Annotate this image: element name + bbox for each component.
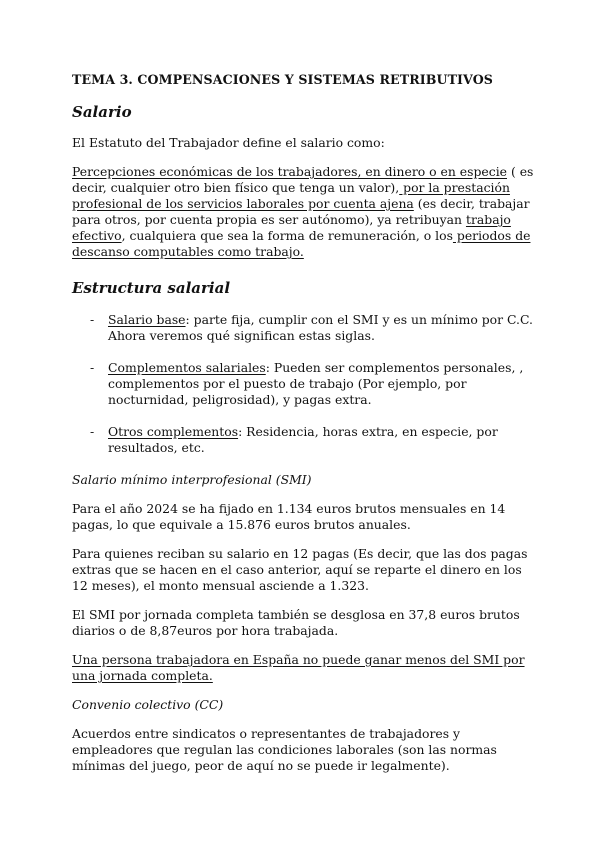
item-label: Complementos salariales [108,360,266,375]
def-text-3: , cualquiera que sea la forma de remuneración, o los [121,228,453,243]
smi-paragraph-1: Para el año 2024 se ha fijado en 1.134 euros brutos mensuales en 14 pagas, lo que equivale a 15.876 euros brutos anuales. [72,501,506,532]
heading-convenio-colectivo: Convenio colectivo (CC) [72,697,224,712]
def-underline-4: periodos de descanso computables como trabajo. [72,228,531,259]
item-text: : parte fija, cumplir con el SMI y es un mínimo por C.C. Ahora veremos qué significan estas siglas. [108,312,533,343]
list-item [72,424,534,456]
document-body [72,72,534,787]
list-item [72,360,534,408]
item-label: Salario base [108,312,186,327]
smi-underlined-statement: Una persona trabajadora en España no puede ganar menos del SMI por una jornada completa. [72,652,525,683]
salario-definition [72,164,534,260]
list-dash: - [90,360,95,375]
heading-smi: Salario mínimo interprofesional (SMI) [72,472,312,487]
list-dash: - [90,312,95,327]
def-underline-2: por la prestación profesional de los servicios laborales por cuenta ajena [72,180,510,211]
def-underline-3: trabajo efectivo [72,212,511,243]
list-item [72,312,534,344]
def-underline-1: Percepciones económicas de los trabajadores, en dinero o en especie [72,164,507,179]
salario-intro: El Estatuto del Trabajador define el salario como: [72,135,385,150]
estructura-list [72,312,534,456]
item-text: : Residencia, horas extra, en especie, por resultados, etc. [108,424,498,455]
item-label: Otros complementos [108,424,239,439]
def-text-2: (es decir, trabajar para otros, por cuenta propia es ser autónomo), ya retribuyan [72,196,530,227]
def-text-1: ( es decir, cualquier otro bien físico que tenga un valor), [72,164,534,195]
smi-paragraph-4 [72,652,534,684]
list-dash: - [90,424,95,439]
document-title: TEMA 3. COMPENSACIONES Y SISTEMAS RETRIBUTIVOS [72,72,493,87]
cc-paragraph-1: Acuerdos entre sindicatos o representantes de trabajadores y empleadores que regulan las condiciones laborales (son las normas mínimas del juego, peor de aquí no se puede ir legalmente). [72,726,497,773]
heading-salario: Salario [72,103,132,121]
heading-estructura-salarial: Estructura salarial [72,279,231,297]
item-text: : Pueden ser complementos personales, , complementos por el puesto de trabajo (Por ejemplo, por nocturnidad, peligrosidad), y pagas extra. [108,360,524,407]
smi-paragraph-3: El SMI por jornada completa también se desglosa en 37,8 euros brutos diarios o de 8,87euros por hora trabajada. [72,607,520,638]
smi-paragraph-2: Para quienes reciban su salario en 12 pagas (Es decir, que las dos pagas extras que se hacen en el caso anterior, aquí se reparte el dinero en los 12 meses), el monto mensual asciende a 1.323. [72,546,528,593]
